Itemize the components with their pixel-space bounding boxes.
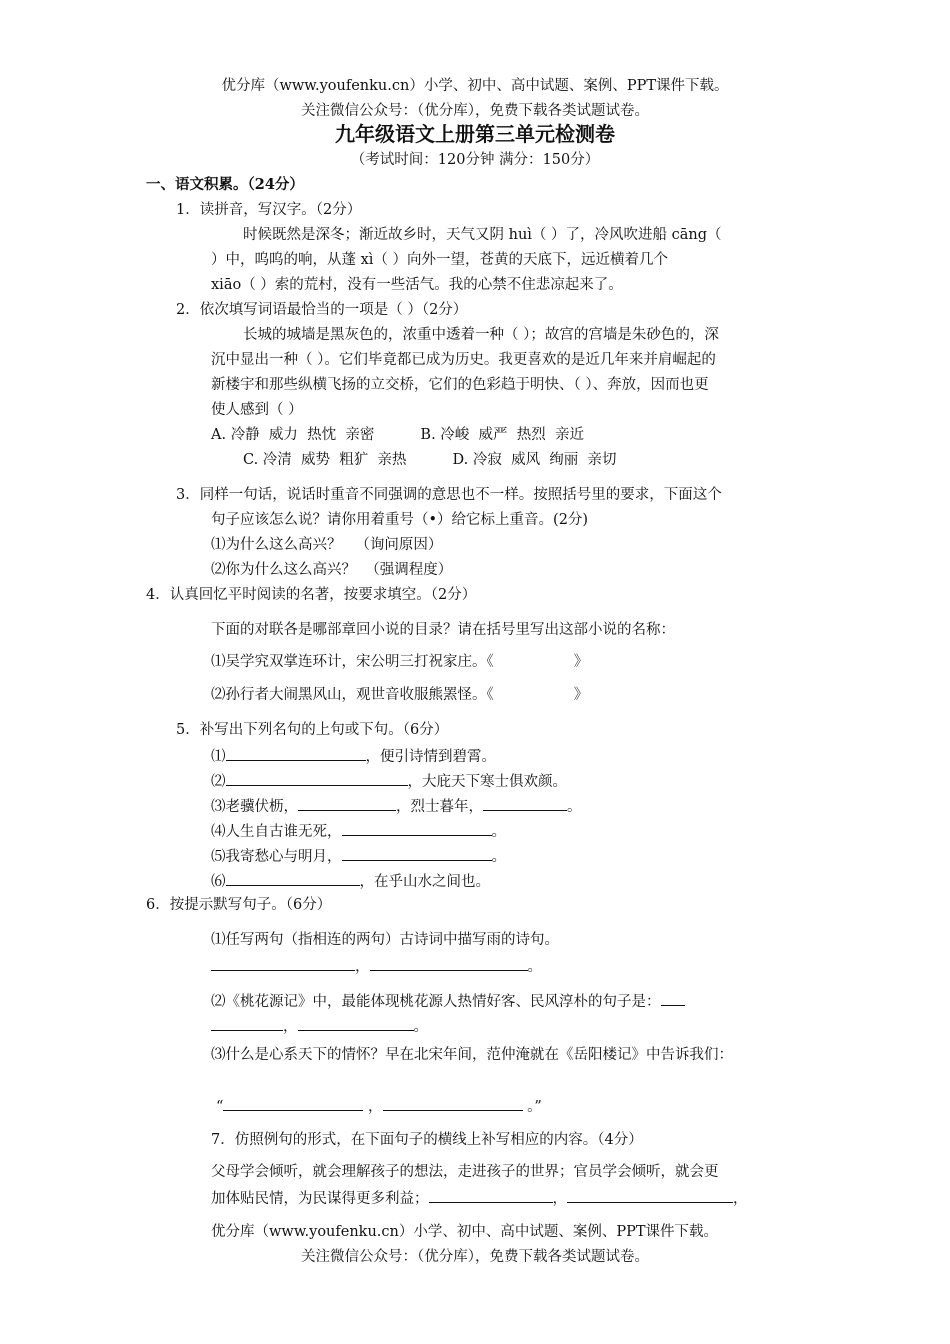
- period: 。: [527, 959, 542, 975]
- question-1-text-line: ）中，呜呜的响，从蓬 xì（ ）向外一望，苍黄的天底下，远近横着几个: [211, 252, 669, 268]
- comma: ，: [355, 959, 370, 975]
- question-6-answer-line: [211, 955, 542, 977]
- question-5-item: [211, 795, 582, 817]
- question-4-item-text: ⑴吴学究双掌连环计，宋公明三打祝家庄。《: [211, 654, 494, 670]
- answer-blank[interactable]: [298, 795, 396, 811]
- answer-blank[interactable]: [567, 1187, 733, 1203]
- answer-blank[interactable]: [370, 955, 528, 971]
- question-4-intro: 下面的对联各是哪部章回小说的目录？请在括号里写出这部小说的名称：: [211, 622, 675, 638]
- question-6-answer-line: [211, 1015, 428, 1037]
- item-text: 加体贴民情，为民谋得更多利益；: [211, 1191, 429, 1207]
- question-4-item: [211, 652, 588, 672]
- question-1-text-line: 时候既然是深冬；渐近故乡时，天气又阴 huì（ ）了，冷风吹进船 cāng（: [243, 227, 722, 243]
- header-promo-line-2: 关注微信公众号：（优分库），免费下载各类试题试卷。: [301, 103, 649, 119]
- question-5-item: [211, 845, 506, 867]
- item-number: ⑴: [211, 749, 226, 765]
- item-text: 。: [491, 824, 506, 840]
- answer-blank[interactable]: [661, 990, 685, 1006]
- item-number: ⑹: [211, 874, 226, 890]
- question-5-item: [211, 770, 567, 792]
- footer-promo-line-2: 关注微信公众号：（优分库），免费下载各类试题试卷。: [301, 1249, 649, 1265]
- question-4-item-close: 》: [573, 654, 589, 670]
- answer-blank[interactable]: [429, 1187, 553, 1203]
- item-text: ⑷人生自古谁无死，: [211, 824, 342, 840]
- answer-blank[interactable]: [226, 870, 360, 886]
- question-2-options-cd: C. 冷清 威势 粗犷 亲热 D. 冷寂 威风 绚丽 亲切: [243, 452, 617, 468]
- question-1-prompt: 1．读拼音，写汉字。（2分）: [176, 202, 362, 218]
- header-promo-line-1: 优分库（www.youfenku.cn）小学、初中、高中试题、案例、PPT课件下载。: [221, 78, 729, 94]
- answer-blank[interactable]: [383, 1095, 523, 1111]
- question-1-text-line: xiāo（ ）索的荒村，没有一些活气。我的心禁不住悲凉起来了。: [211, 277, 623, 293]
- comma: ，: [283, 1019, 298, 1035]
- question-7-prompt: 7．仿照例句的形式，在下面句子的横线上补写相应的内容。（4分）: [211, 1132, 643, 1148]
- question-5-item: [211, 820, 506, 842]
- question-7-text-line: 父母学会倾听，就会理解孩子的想法，走进孩子的世界；官员学会倾听，就会更: [211, 1164, 719, 1180]
- question-7-text-line: [211, 1187, 748, 1209]
- question-2-prompt: 2．依次填写词语最恰当的一项是（ ）（2分）: [176, 302, 468, 318]
- question-6-item-1: ⑴任写两句（指相连的两句）古诗词中描写雨的诗句。: [211, 932, 559, 948]
- exam-subtitle: （考试时间：120分钟 满分：150分）: [350, 152, 600, 168]
- item-text: ，便引诗情到碧霄。: [365, 749, 496, 765]
- question-2-text-line: 沉中显出一种（ ）。它们毕竟都已成为历史。我更喜欢的是近几年来并肩崛起的: [211, 352, 716, 368]
- question-4-item-text: ⑵孙行者大闹黑风山，观世音收服熊罴怪。《: [211, 687, 494, 703]
- answer-blank[interactable]: [211, 955, 355, 971]
- period: 。: [413, 1019, 428, 1035]
- item-text: ，在乎山水之间也。: [359, 874, 490, 890]
- answer-blank[interactable]: [298, 1015, 414, 1031]
- item-number: ⑵: [211, 774, 226, 790]
- exam-title: 九年级语文上册第三单元检测卷: [335, 122, 615, 146]
- answer-blank[interactable]: [226, 770, 408, 786]
- question-4-prompt: 4．认真回忆平时阅读的名著，按要求填空。（2分）: [146, 587, 477, 603]
- answer-blank[interactable]: [342, 845, 492, 861]
- question-2-text-line: 新楼宇和那些纵横飞扬的立交桥，它们的色彩趋于明快、（ ）、奔放，因而也更: [211, 377, 709, 393]
- answer-blank[interactable]: [483, 795, 567, 811]
- answer-blank[interactable]: [226, 745, 366, 761]
- question-6-prompt: 6．按提示默写句子。（6分）: [146, 897, 332, 913]
- question-3-item: ⑴为什么这么高兴？ （询问原因）: [211, 537, 443, 553]
- item-text: ，烈士暮年，: [396, 799, 483, 815]
- item-text: ，大庇天下寒士俱欢颜。: [407, 774, 567, 790]
- quote-open: “: [216, 1099, 224, 1115]
- quote-close: 。”: [522, 1099, 542, 1115]
- question-6-item-3: ⑶什么是心系天下的情怀？早在北宋年间，范仲淹就在《岳阳楼记》中告诉我们：: [211, 1047, 733, 1063]
- question-5-item: [211, 870, 490, 892]
- answer-blank[interactable]: [342, 820, 492, 836]
- item-text: 。: [567, 799, 582, 815]
- comma: ，: [363, 1099, 383, 1115]
- question-2-text-line: 使人感到（ ）: [211, 402, 303, 418]
- comma: ，: [552, 1191, 567, 1207]
- answer-blank[interactable]: [211, 1015, 283, 1031]
- answer-blank[interactable]: [223, 1095, 363, 1111]
- comma: ，: [733, 1191, 748, 1207]
- question-2-options-ab: A. 冷静 威力 热忱 亲密 B. 冷峻 威严 热烈 亲近: [211, 427, 584, 443]
- question-3-prompt: 3．同样一句话，说话时重音不同强调的意思也不一样。按照括号里的要求，下面这个: [176, 487, 722, 503]
- question-2-text-line: 长城的城墙是黑灰色的，浓重中透着一种（ ）；故宫的宫墙是朱砂色的，深: [243, 327, 719, 343]
- item-text: ⑸我寄愁心与明月，: [211, 849, 342, 865]
- item-text: ⑶老骥伏枥，: [211, 799, 298, 815]
- item-text: 。: [491, 849, 506, 865]
- question-5-item: [211, 745, 496, 767]
- question-4-item-close: 》: [573, 687, 589, 703]
- item-text: ⑵《桃花源记》中，最能体现桃花源人热情好客、民风淳朴的句子是：: [211, 994, 661, 1010]
- section-heading: 一、语文积累。（24分）: [146, 176, 304, 193]
- question-6-answer-line: [216, 1095, 542, 1117]
- question-6-item-2: [211, 990, 685, 1012]
- question-5-prompt: 5．补写出下列名句的上句或下句。（6分）: [176, 722, 449, 738]
- footer-promo-line-1: 优分库（www.youfenku.cn）小学、初中、高中试题、案例、PPT课件下载。: [211, 1224, 719, 1240]
- question-3-prompt-cont: 句子应该怎么说？请你用着重号（•）给它标上重音。(2分): [211, 512, 589, 528]
- question-3-item: ⑵你为什么这么高兴？ （强调程度）: [211, 562, 453, 578]
- question-4-item: [211, 685, 588, 705]
